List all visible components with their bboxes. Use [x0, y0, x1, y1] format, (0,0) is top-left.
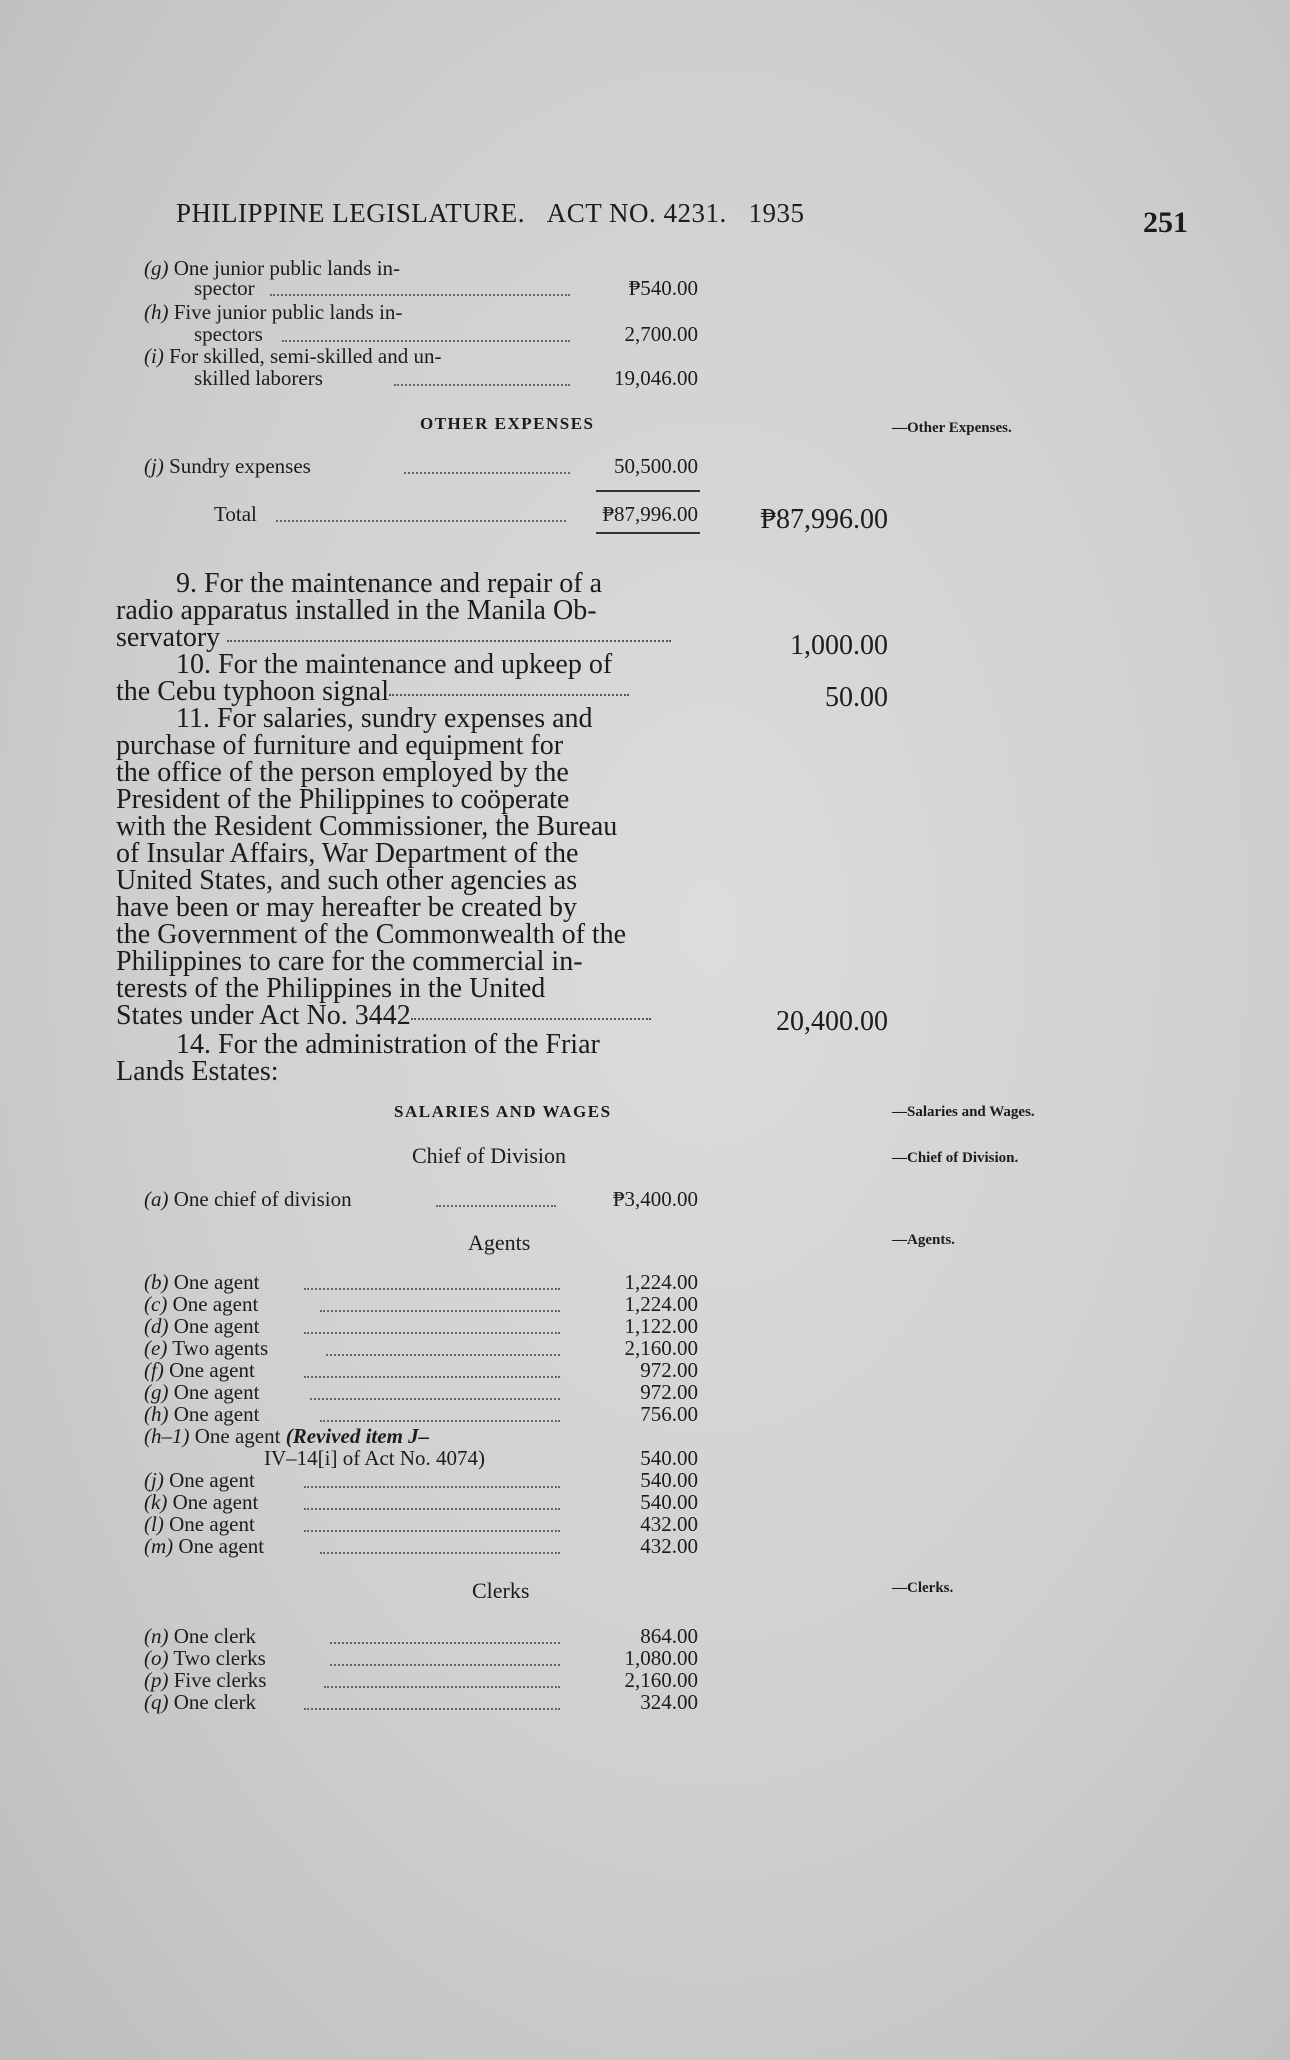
- list-item: (k) One agent 540.00: [144, 1490, 698, 1514]
- section-heading-salaries: SALARIES AND WAGES: [394, 1102, 612, 1121]
- running-title: PHILIPPINE LEGISLATURE.: [176, 198, 525, 228]
- paragraph-10: 10. For the maintenance and upkeep of the Cebu typhoon signal: [116, 651, 702, 705]
- year: 1935: [748, 198, 805, 228]
- total-carried: ₱87,996.00: [760, 504, 888, 535]
- list-item: IV–14[i] of Act No. 4074) 540.00: [264, 1446, 698, 1470]
- margin-note: —Chief of Division.: [892, 1150, 1019, 1166]
- list-item: (d) One agent 1,122.00: [144, 1314, 698, 1338]
- subheading-clerks: Clerks: [472, 1578, 530, 1603]
- subheading-agents: Agents: [468, 1230, 531, 1255]
- paragraph-amount: 20,400.00: [776, 1006, 888, 1037]
- list-item: (l) One agent 432.00: [144, 1512, 698, 1536]
- paragraph-11: 11. For salaries, sundry expenses and purchase of furniture and equipment for the office of the person employed by the President of the Philippines to coöperate with the Resident Commissioner, the Bureau of Insular Affairs, War Department of the United States, and such other agencies as have been or may hereafter be created by the Government of the Commonwealth of the Philippines to care for the commercial in- terests of the Philippines in the United States under Act No. 3442: [116, 705, 702, 1029]
- list-item: (n) One clerk 864.00: [144, 1624, 698, 1648]
- list-item: (i) For skilled, semi-skilled and un-: [144, 344, 442, 368]
- list-item: (h) One agent 756.00: [144, 1402, 698, 1426]
- list-item: (g) One junior public lands in-: [144, 256, 401, 280]
- paragraph-amount: 50.00: [825, 682, 888, 713]
- list-item: spectors 2,700.00: [194, 322, 698, 346]
- list-item: (j) One agent 540.00: [144, 1468, 698, 1492]
- list-item: (m) One agent 432.00: [144, 1534, 698, 1558]
- paragraph-amount: 1,000.00: [790, 630, 888, 661]
- margin-note: —Salaries and Wages.: [892, 1104, 1035, 1120]
- list-item: (c) One agent 1,224.00: [144, 1292, 698, 1316]
- list-item: (q) One clerk 324.00: [144, 1690, 698, 1714]
- list-item: (a) One chief of division ₱3,400.00: [144, 1187, 698, 1211]
- paragraph-9: 9. For the maintenance and repair of a radio apparatus installed in the Manila Ob- servatory: [116, 570, 702, 651]
- paragraph-14: 14. For the administration of the Friar Lands Estates:: [116, 1029, 600, 1087]
- running-header: [176, 198, 805, 229]
- list-item: (p) Five clerks 2,160.00: [144, 1668, 698, 1692]
- list-item: (f) One agent 972.00: [144, 1358, 698, 1382]
- list-item: (o) Two clerks 1,080.00: [144, 1646, 698, 1670]
- margin-note: —Other Expenses.: [892, 420, 1012, 436]
- list-item: (h–1) One agent (Revived item J–: [144, 1424, 430, 1448]
- list-item: spector ₱540.00: [194, 276, 698, 300]
- list-item: (b) One agent 1,224.00: [144, 1270, 698, 1294]
- act-number: ACT NO. 4231.: [546, 198, 727, 228]
- list-item: (h) Five junior public lands in-: [144, 300, 403, 324]
- list-item: (j) Sundry expenses 50,500.00: [144, 454, 698, 478]
- list-item: skilled laborers 19,046.00: [194, 366, 698, 390]
- margin-note: —Agents.: [892, 1232, 955, 1248]
- total-row: Total ₱87,996.00: [214, 502, 698, 526]
- subheading-chief-of-division: Chief of Division: [412, 1143, 566, 1168]
- page-number: 251: [1143, 206, 1188, 239]
- section-heading-other-expenses: OTHER EXPENSES: [420, 414, 595, 433]
- margin-note: —Clerks.: [892, 1580, 954, 1596]
- list-item: (e) Two agents 2,160.00: [144, 1336, 698, 1360]
- list-item: (g) One agent 972.00: [144, 1380, 698, 1404]
